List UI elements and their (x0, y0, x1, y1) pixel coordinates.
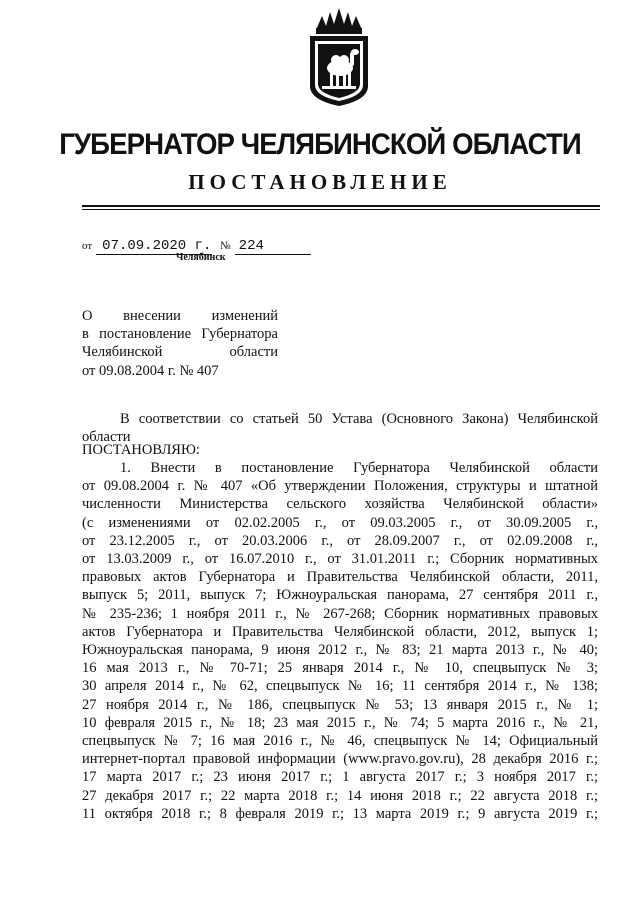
body-line: интернет-портал правовой информации (www.pravo.gov.ru), 28 декабря 2016 г.; (82, 751, 598, 768)
city-name: Челябинск (176, 252, 226, 263)
body-line: от 23.12.2005 г., от 20.03.2006 г., от 28.09.2007 г., от 02.09.2008 г., (82, 532, 598, 549)
coat-of-arms-emblem (300, 8, 378, 108)
body-line: 1. Внести в постановление Губернатора Челябинской области (120, 460, 598, 476)
body-line: № 235-236; 1 ноября 2011 г., № 267-268; Сборник нормативных правовых (82, 605, 598, 622)
decree-word: ПОСТАНОВЛЯЮ: (82, 442, 200, 458)
page-title: ГУБЕРНАТОР ЧЕЛЯБИНСКОЙ ОБЛАСТИ (59, 128, 581, 161)
body-line: выпуск 5; 2011, выпуск 7; Южноуральская панорама, 27 сентября 2011 г., (82, 587, 598, 604)
document-number: 224 (238, 238, 264, 254)
subject-line: от 09.08.2004 г. № 407 (82, 362, 219, 379)
body-line: 11 октября 2018 г.; 8 февраля 2019 г.; 13 марта 2019 г.; 9 августа 2019 г.; (82, 805, 598, 822)
document-subject (82, 307, 278, 380)
body-line: 16 мая 2013 г., № 70-71; 25 января 2014 г., № 10, спецвыпуск № 3; (82, 660, 598, 677)
body-line: от 09.08.2004 г. № 407 «Об утверждении Положения, структуры и штатной (82, 478, 598, 495)
number-label: № (220, 240, 231, 252)
body-line: 27 ноября 2014 г., № 186, спецвыпуск № 53; 13 января 2015 г., № 1; (82, 696, 598, 713)
body-line: 27 декабря 2017 г.; 22 марта 2018 г.; 14 июня 2018 г.; 22 августа 2018 г.; (82, 787, 598, 804)
from-label: от (82, 240, 93, 252)
body-line: Южноуральская панорама, 9 июня 2012 г., № 83; 21 марта 2013 г., № 40; (82, 642, 598, 659)
header-rule (82, 205, 600, 207)
body-line: 30 апреля 2014 г., № 62, спецвыпуск № 16; 11 сентября 2014 г., № 138; (82, 678, 598, 695)
document-type: ПОСТАНОВЛЕНИЕ (188, 170, 452, 194)
body-line: 17 марта 2017 г.; 23 июня 2017 г.; 1 августа 2017 г.; 3 ноября 2017 г.; (82, 769, 598, 786)
body-line: 10 февраля 2015 г., № 18; 23 мая 2015 г., № 74; 5 марта 2016 г., № 21, (82, 714, 598, 731)
document-date: 07.09.2020 г. (102, 238, 212, 254)
body-line: актов Губернатора и Правительства Челябинской области, 2012, выпуск 1; (82, 623, 598, 640)
subject-line: в постановление Губернатора (82, 326, 278, 343)
subject-line: О внесении изменений (82, 308, 278, 324)
body-line: численности Министерства сельского хозяйства Челябинской области» (82, 496, 598, 513)
header-rule-thin (82, 209, 600, 210)
number-field (235, 236, 311, 255)
body-line: (с изменениями от 02.02.2005 г., от 09.03.2005 г., от 30.09.2005 г., (82, 514, 598, 531)
preamble-paragraph: В соответствии со статьей 50 Устава (Основного Закона) Челябинской области (82, 411, 598, 446)
body-paragraph (82, 459, 598, 823)
subject-line: Челябинской области (82, 344, 278, 361)
body-line: от 13.03.2009 г., от 16.07.2010 г., от 31.01.2011 г.; Сборник нормативных (82, 551, 598, 568)
body-line: спецвыпуск № 7; 16 мая 2016 г., № 46, спецвыпуск № 14; Официальный (82, 733, 598, 750)
body-line: правовых актов Губернатора и Правительства Челябинской области, 2011, (82, 569, 598, 586)
